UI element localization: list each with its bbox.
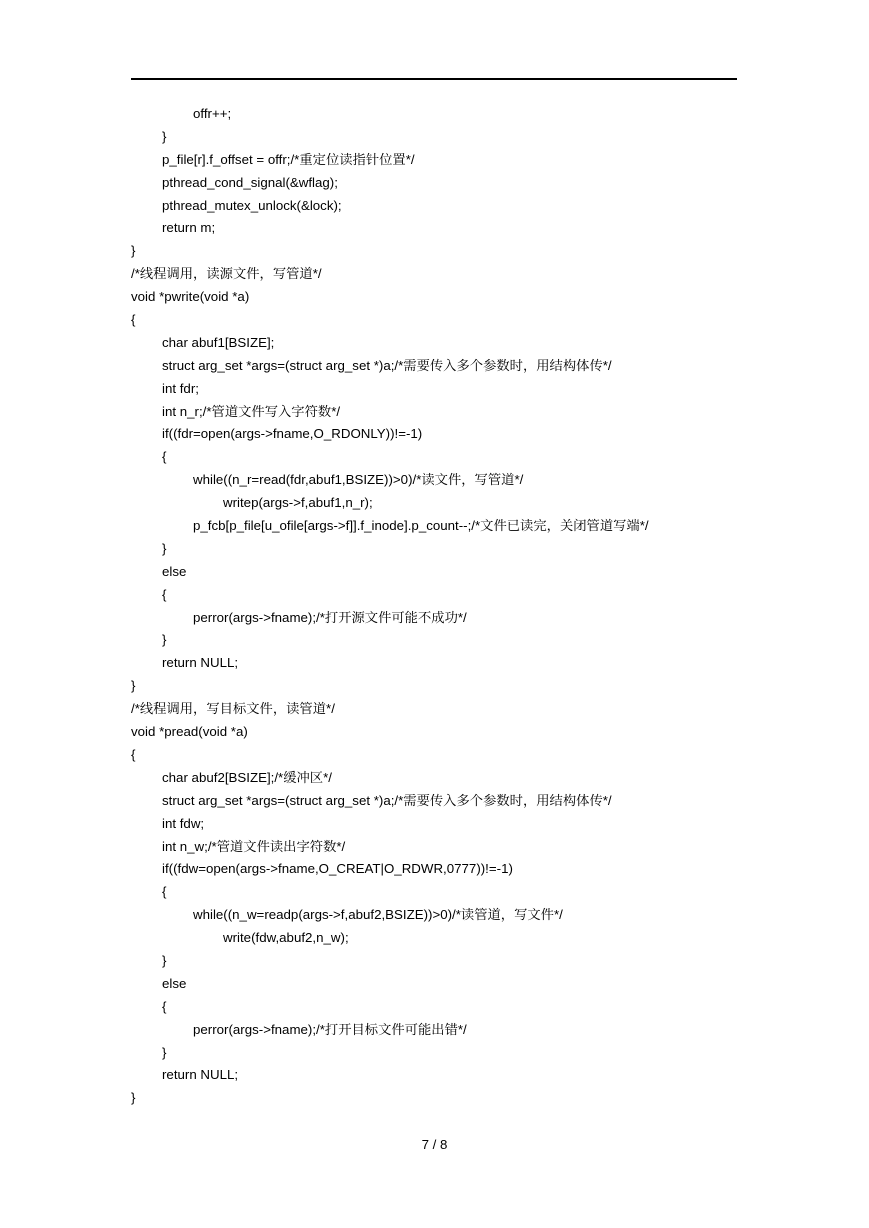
code-line: struct arg_set *args=(struct arg_set *)a;/*需要传入多个参数时，用结构体传*/ <box>162 357 612 373</box>
code-line: p_file[r].f_offset = offr;/*重定位读指针位置*/ <box>162 151 415 167</box>
code-line: /*线程调用，读源文件，写管道*/ <box>131 266 322 282</box>
page-number: 7 / 8 <box>421 1137 448 1152</box>
code-line: /*线程调用，写目标文件，读管道*/ <box>131 701 335 717</box>
code-line: perror(args->fname);/*打开目标文件可能出错*/ <box>193 1021 467 1037</box>
code-line: pthread_cond_signal(&wflag); <box>162 174 338 190</box>
code-line: while((n_w=readp(args->f,abuf2,BSIZE))>0)/*读管道，写文件*/ <box>193 907 563 923</box>
code-line: writep(args->f,abuf1,n_r); <box>223 495 373 511</box>
code-line: } <box>131 1090 136 1106</box>
code-line: void *pwrite(void *a) <box>131 289 250 305</box>
code-line: int fdw; <box>162 815 205 831</box>
code-line: char abuf1[BSIZE]; <box>162 334 275 350</box>
code-line: } <box>162 1044 167 1060</box>
code-listing <box>131 103 751 1110</box>
code-line: { <box>131 746 136 762</box>
code-line: { <box>162 884 167 900</box>
code-line: { <box>162 998 167 1014</box>
code-line: int n_w;/*管道文件读出字符数*/ <box>162 838 346 854</box>
code-line: else <box>162 975 187 991</box>
code-line: return NULL; <box>162 655 239 671</box>
code-line: { <box>162 586 167 602</box>
code-line: while((n_r=read(fdr,abuf1,BSIZE))>0)/*读文件，写管道*/ <box>193 472 524 488</box>
code-line: char abuf2[BSIZE];/*缓冲区*/ <box>162 769 332 785</box>
code-line: } <box>162 128 167 144</box>
code-line: } <box>162 540 167 556</box>
code-line: struct arg_set *args=(struct arg_set *)a;/*需要传入多个参数时，用结构体传*/ <box>162 792 612 808</box>
code-line: int n_r;/*管道文件写入字符数*/ <box>162 403 341 419</box>
code-line: p_fcb[p_file[u_ofile[args->f]].f_inode].p_count--;/*文件已读完，关闭管道写端*/ <box>193 518 649 534</box>
code-line: } <box>162 952 167 968</box>
code-line: if((fdr=open(args->fname,O_RDONLY))!=-1) <box>162 426 423 442</box>
code-line: if((fdw=open(args->fname,O_CREAT|O_RDWR,0777))!=-1) <box>162 861 513 877</box>
code-line: offr++; <box>193 106 232 121</box>
code-line: { <box>131 312 136 328</box>
code-line: write(fdw,abuf2,n_w); <box>223 930 349 946</box>
header-rule <box>131 78 737 80</box>
code-line: } <box>131 678 136 694</box>
code-line: void *pread(void *a) <box>131 724 248 740</box>
code-line: { <box>162 449 167 465</box>
code-line: perror(args->fname);/*打开源文件可能不成功*/ <box>193 609 467 625</box>
code-line: int fdr; <box>162 380 199 396</box>
code-line: } <box>131 243 136 259</box>
code-line: } <box>162 632 167 648</box>
code-line: return m; <box>162 220 216 236</box>
code-line: return NULL; <box>162 1067 239 1083</box>
code-line: else <box>162 563 187 579</box>
code-line: pthread_mutex_unlock(&lock); <box>162 197 342 213</box>
